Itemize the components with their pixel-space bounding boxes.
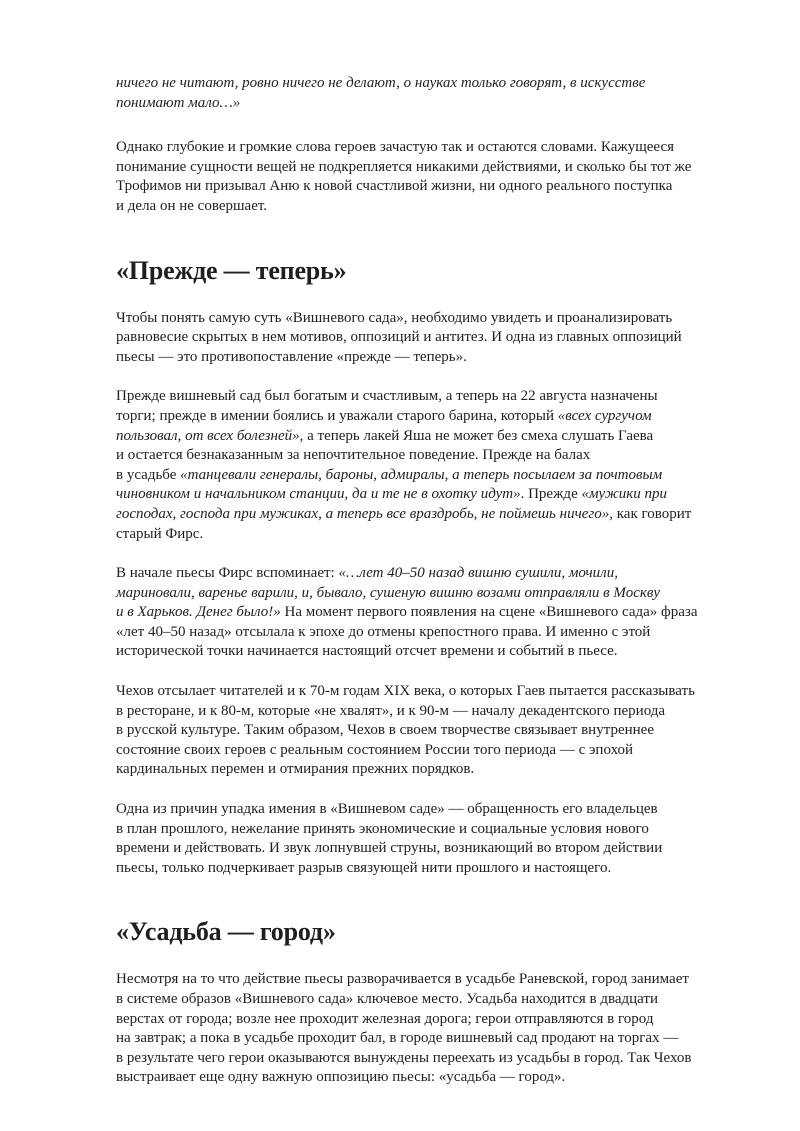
text-line: Одна из причин упадка имения в «Вишневом саде» — обращенность его владельцев (116, 801, 658, 818)
text-line: на завтрак; а пока в усадьбе проходит бал, в городе вишневый сад продают на торгах — (116, 1030, 679, 1047)
text-line: состояние своих героев с реальным состоянием России того периода — с эпохой (116, 741, 634, 758)
text-line: В начале пьесы Фирс вспоминает: «…лет 40–50 назад вишню сушили, мочили, (116, 565, 618, 582)
text-line: в план прошлого, нежелание принять экономические и социальные условия нового (116, 820, 649, 837)
text-line: и дела он не совершает. (116, 197, 268, 214)
section-heading: «Прежде — теперь» (116, 255, 347, 285)
text-line: старый Фирс. (116, 525, 204, 542)
text-line: Прежде вишневый сад был богатым и счастливым, а теперь на 22 августа назначены (116, 388, 658, 405)
text-line: в усадьбе «танцевали генералы, бароны, адмиралы, а теперь посылаем за почтовым (116, 466, 663, 483)
paragraph-words (116, 138, 746, 216)
article-body (116, 74, 746, 1088)
text-line: верстах от города; возле нее проходит железная дорога; герои отправляются в город (116, 1010, 654, 1027)
text-line: в русской культуре. Таким образом, Чехов в своем творчестве связывает внутреннее (116, 722, 654, 739)
section-heading: «Усадьба — город» (116, 917, 336, 947)
text-line: и остается безнаказанным за непочтительное поведение. Прежде на балах (116, 447, 591, 464)
text-line: ничего не читают, ровно ничего не делают, о науках только говорят, в искусстве (116, 75, 646, 91)
text-line: в результате чего герои оказываются вынуждены переехать из усадьбы в город. Так Чехов (116, 1049, 692, 1066)
text-line: пользовал, от всех болезней», а теперь лакей Яша не может без смеха слушать Гаева (116, 427, 654, 444)
text-line: господах, господа при мужиках, а теперь все враздробь, не поймешь ничего», как говорит (116, 505, 692, 522)
text-line: времени и действовать. И звук лопнувшей струны, возникающий во втором действии (116, 840, 663, 857)
text-line: Однако глубокие и громкие слова героев зачастую так и остаются словами. Кажущееся (116, 139, 675, 156)
text-line: «лет 40–50 назад» отсылала к эпохе до отмены крепостного права. И именно с этой (116, 623, 651, 640)
text-line: чиновником и начальником станции, да и те не в охотку идут». Прежде «мужики при (116, 486, 668, 503)
text-line: выстраивает еще одну важную оппозицию пьесы: «усадьба — город». (116, 1069, 566, 1086)
text-line: кардинальных перемен и отмирания прежних порядков. (116, 761, 475, 778)
text-line: Несмотря на то что действие пьесы разворачивается в усадьбе Раневской, город занимает (116, 971, 689, 988)
text-line: Трофимов ни призывал Аню к новой счастливой жизни, ни одного реального поступка (116, 178, 673, 195)
text-line: в ресторане, и к 80-м, которые «не хвалят», и к 90-м — началу декадентского периода (116, 702, 666, 719)
text-line: в системе образов «Вишневого сада» ключевое место. Усадьба находится в двадцати (116, 991, 659, 1007)
paragraph-firs (116, 564, 746, 662)
text-line: пьесы, только подчеркивает разрыв связующей нити прошлого и настоящего. (116, 859, 612, 876)
text-line: Чтобы понять самую суть «Вишневого сада», необходимо увидеть и проанализировать (116, 309, 673, 326)
text-line: равновесие скрытых в нем мотивов, оппозиций и антитез. И одна из главных оппозиций (116, 329, 682, 346)
text-line: торги; прежде в имении боялись и уважали старого барина, который «всех сургучом (116, 407, 652, 424)
paragraph-chekhov (116, 682, 746, 780)
text-line: мариновали, варенье варили, и, бывало, сушеную вишню возами отправляли в Москву (116, 584, 661, 601)
paragraph-prezhde (116, 387, 746, 544)
text-line: понимают мало…» (116, 94, 241, 111)
paragraph-usadba (116, 970, 746, 1088)
paragraph-prichin (116, 800, 746, 878)
text-line: и в Харьков. Денег было!» На момент первого появления на сцене «Вишневого сада» фраза (116, 604, 698, 621)
text-line: Чехов отсылает читателей и к 70-м годам XIX века, о которых Гаев пытается рассказывать (116, 683, 695, 700)
text-line: пьесы — это противопоставление «прежде — теперь». (116, 348, 467, 365)
intro-quote-paragraph (116, 74, 746, 113)
paragraph-sut (116, 309, 746, 368)
text-line: исторической точки начинается настоящий отсчет времени и событий в пьесе. (116, 643, 618, 660)
text-line: понимание сущности вещей не подкрепляется никакими действиями, и сколько бы тот же (116, 158, 692, 175)
